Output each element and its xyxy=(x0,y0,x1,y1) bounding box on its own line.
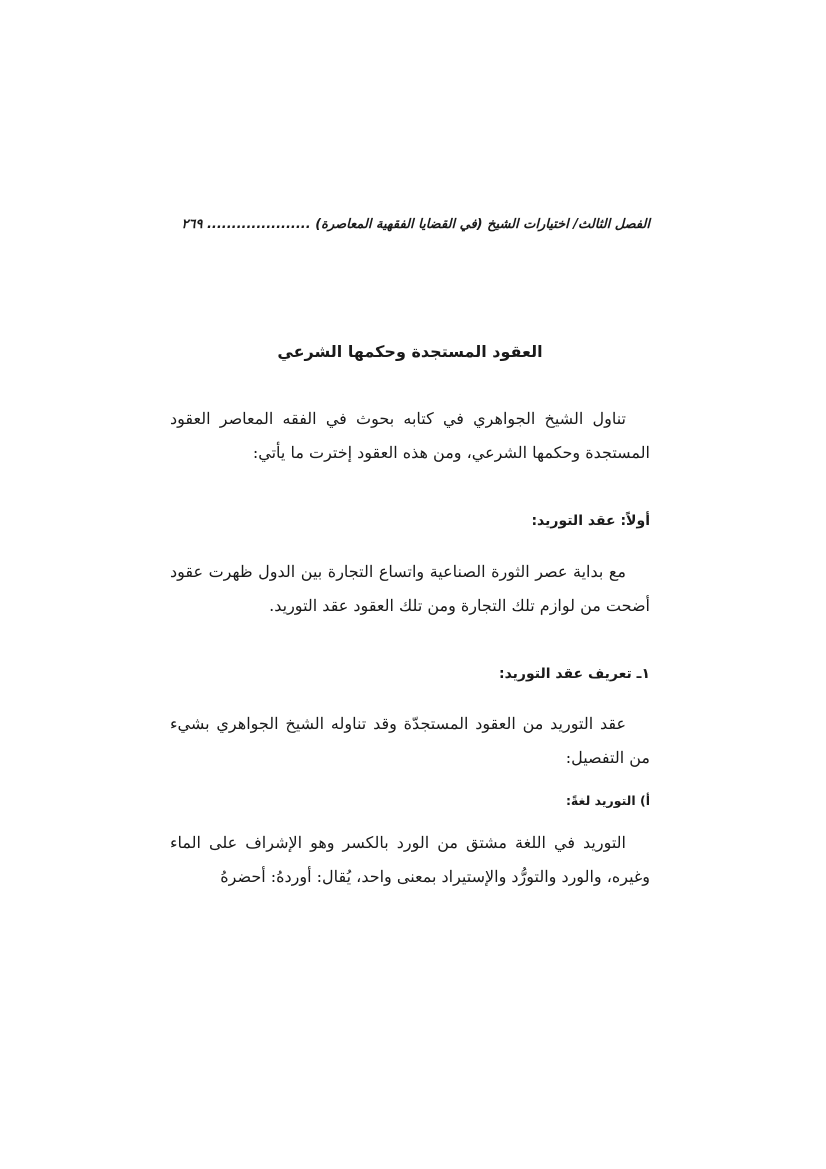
intro-paragraph xyxy=(170,402,650,470)
running-header: الفصل الثالث/ اختيارات الشيخ (في القضايا الفقهية المعاصرة) ..................... ٢٦٩ xyxy=(181,217,650,232)
paragraph-industrial-revolution-text: مع بداية عصر الثورة الصناعية واتساع التجارة بين الدول ظهرت عقود أضحت من لوازم تلك التجارة ومن تلك العقود عقد التوريد. xyxy=(170,562,650,615)
paragraph-industrial-revolution xyxy=(170,555,650,623)
section-title: العقود المستجدة وحكمها الشرعي xyxy=(277,342,543,361)
paragraph-definition xyxy=(170,707,650,775)
paragraph-linguistic-text: التوريد في اللغة مشتق من الورد بالكسر وهو الإشراف على الماء وغيره، والورد والتورُّد والإستيراد بمعنى واحد، يُقال: أوردهُ: أحضرهُ xyxy=(170,833,650,886)
heading-supply-contract: أولاً: عقد التوريد: xyxy=(531,513,650,529)
paragraph-definition-text: عقد التوريد من العقود المستجدّة وقد تناوله الشيخ الجواهري بشيء من التفصيل: xyxy=(170,714,650,767)
heading-definition: ١ـ تعريف عقد التوريد: xyxy=(498,666,650,682)
paragraph-linguistic xyxy=(170,826,650,894)
intro-paragraph-text: تناول الشيخ الجواهري في كتابه بحوث في الفقه المعاصر العقود المستجدة وحكمها الشرعي، ومن هذه العقود إخترت ما يأتي: xyxy=(170,409,650,462)
heading-linguistic-definition: أ) التوريد لغةً: xyxy=(565,793,650,808)
